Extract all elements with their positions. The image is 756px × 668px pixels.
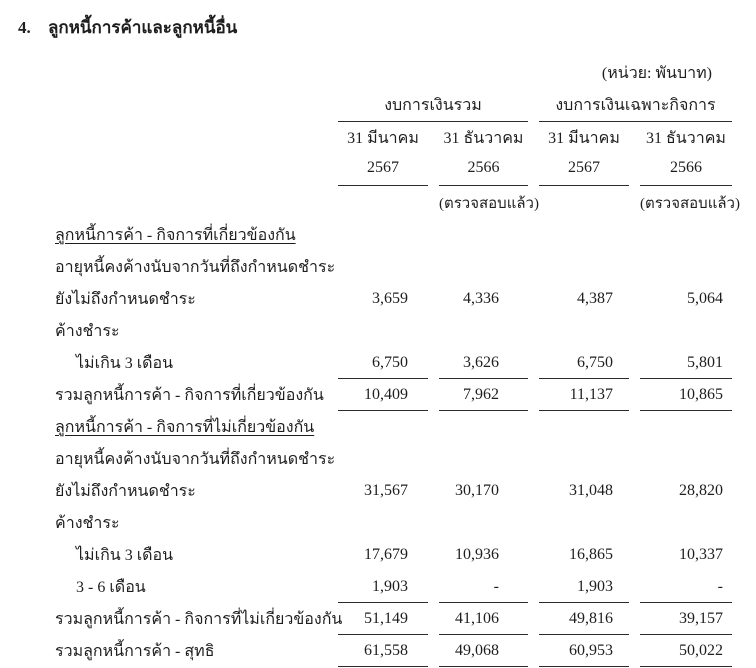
- row-label: ลูกหนี้การค้า - กิจการที่เกี่ยวข้องกัน: [55, 226, 296, 244]
- value-cell: [338, 411, 428, 443]
- value-cell: 28,820: [679, 482, 723, 499]
- value-cell: 4,336: [463, 290, 499, 307]
- group-header-separate: งบการเงินเฉพาะกิจการ: [539, 93, 732, 122]
- value-cell: 7,962: [439, 379, 528, 411]
- table-row: [0, 603, 756, 635]
- table-row: [0, 507, 756, 539]
- value-cell: -: [640, 571, 732, 603]
- value-cell: [640, 411, 732, 443]
- table-row: [0, 219, 756, 251]
- row-label: ยังไม่ถึงกำหนดชำระ: [55, 290, 196, 308]
- value-cell: 10,337: [679, 546, 723, 563]
- row-label: 3 - 6 เดือน: [76, 578, 146, 596]
- value-cell: 6,750: [539, 347, 629, 379]
- value-cell: [539, 443, 629, 475]
- column-year-header: 2566: [439, 152, 528, 186]
- row-label: ค้างชำระ: [55, 322, 120, 340]
- table-row: [0, 475, 756, 507]
- row-label: รวมลูกหนี้การค้า - กิจการที่เกี่ยวข้องกัน: [55, 386, 324, 404]
- value-cell: 16,865: [569, 546, 613, 563]
- table-audited-note-row: [0, 186, 756, 219]
- value-cell: 50,022: [640, 635, 732, 667]
- value-cell: 5,801: [640, 347, 732, 379]
- value-cell: 11,137: [539, 379, 629, 411]
- value-cell: 5,064: [687, 290, 723, 307]
- table-group-header-row: [0, 88, 756, 122]
- value-cell: [640, 219, 732, 251]
- column-year-header: 2567: [338, 152, 428, 186]
- value-cell: [439, 507, 528, 539]
- value-cell: [439, 315, 528, 347]
- value-cell: 31,048: [569, 482, 613, 499]
- section-number: 4.: [18, 18, 31, 37]
- table-row: [0, 347, 756, 379]
- value-cell: 30,170: [455, 482, 499, 499]
- table-row: [0, 411, 756, 443]
- value-cell: [338, 507, 428, 539]
- table-row: [0, 283, 756, 315]
- column-date-header: 31 มีนาคม: [548, 130, 620, 147]
- value-cell: [439, 251, 528, 283]
- value-cell: 61,558: [338, 635, 428, 667]
- value-cell: [640, 507, 732, 539]
- column-year-header: 2566: [640, 152, 732, 186]
- group-header-consolidated: งบการเงินรวม: [338, 93, 528, 122]
- value-cell: 49,816: [539, 603, 629, 635]
- unit-note: (หน่วย: พันบาท): [601, 65, 712, 82]
- table-row: [0, 635, 756, 667]
- column-date-header: 31 มีนาคม: [347, 130, 419, 147]
- row-label: ไม่เกิน 3 เดือน: [76, 354, 174, 372]
- value-cell: [640, 251, 732, 283]
- value-cell: [539, 411, 629, 443]
- value-cell: 60,953: [539, 635, 629, 667]
- spacer-cell: [0, 152, 327, 186]
- value-cell: 49,068: [439, 635, 528, 667]
- table-row: [0, 251, 756, 283]
- value-cell: 17,679: [364, 546, 408, 563]
- row-label: ค้างชำระ: [55, 514, 120, 532]
- row-label: ลูกหนี้การค้า - กิจการที่ไม่เกี่ยวข้องกัน: [55, 418, 315, 436]
- table-body: [0, 219, 756, 667]
- value-cell: 31,567: [364, 482, 408, 499]
- column-year-header: 2567: [539, 152, 629, 186]
- row-label: อายุหนี้คงค้างนับจากวันที่ถึงกำหนดชำระ: [55, 258, 336, 276]
- table-row: [0, 443, 756, 475]
- value-cell: [439, 219, 528, 251]
- value-cell: 41,106: [439, 603, 528, 635]
- value-cell: 6,750: [338, 347, 428, 379]
- row-label: รวมลูกหนี้การค้า - สุทธิ: [55, 642, 215, 660]
- value-cell: [539, 251, 629, 283]
- value-cell: 10,409: [338, 379, 428, 411]
- row-label: ยังไม่ถึงกำหนดชำระ: [55, 482, 196, 500]
- receivables-table: [0, 88, 756, 667]
- table-year-header-row: [0, 152, 756, 186]
- row-label: ไม่เกิน 3 เดือน: [76, 546, 174, 564]
- value-cell: -: [439, 571, 528, 603]
- value-cell: 51,149: [338, 603, 428, 635]
- value-cell: [539, 507, 629, 539]
- table-date-header-row: [0, 122, 756, 152]
- value-cell: [439, 443, 528, 475]
- value-cell: [539, 315, 629, 347]
- column-date-header: 31 ธันวาคม: [646, 130, 726, 147]
- column-audited-note: (ตรวจสอบแล้ว): [640, 195, 740, 212]
- value-cell: 10,865: [640, 379, 732, 411]
- value-cell: [439, 411, 528, 443]
- value-cell: [338, 219, 428, 251]
- value-cell: 10,936: [455, 546, 499, 563]
- column-date-header: 31 ธันวาคม: [443, 130, 524, 147]
- value-cell: 1,903: [539, 571, 629, 603]
- value-cell: 4,387: [577, 290, 613, 307]
- value-cell: 39,157: [640, 603, 732, 635]
- value-cell: [539, 219, 629, 251]
- table-row: [0, 539, 756, 571]
- row-label: รวมลูกหนี้การค้า - กิจการที่ไม่เกี่ยวข้องกัน: [55, 610, 343, 628]
- table-row: [0, 571, 756, 603]
- value-cell: [640, 315, 732, 347]
- value-cell: 3,659: [372, 290, 408, 307]
- value-cell: [338, 315, 428, 347]
- table-row: [0, 379, 756, 411]
- value-cell: [640, 443, 732, 475]
- value-cell: 3,626: [439, 347, 528, 379]
- row-label: อายุหนี้คงค้างนับจากวันที่ถึงกำหนดชำระ: [55, 450, 336, 468]
- table-row: [0, 315, 756, 347]
- column-audited-note: (ตรวจสอบแล้ว): [439, 195, 539, 212]
- section-heading: [0, 0, 756, 40]
- page-title: ลูกหนี้การค้าและลูกหนี้อื่น: [48, 18, 238, 37]
- value-cell: 1,903: [338, 571, 428, 603]
- value-cell: [338, 443, 428, 475]
- value-cell: [338, 251, 428, 283]
